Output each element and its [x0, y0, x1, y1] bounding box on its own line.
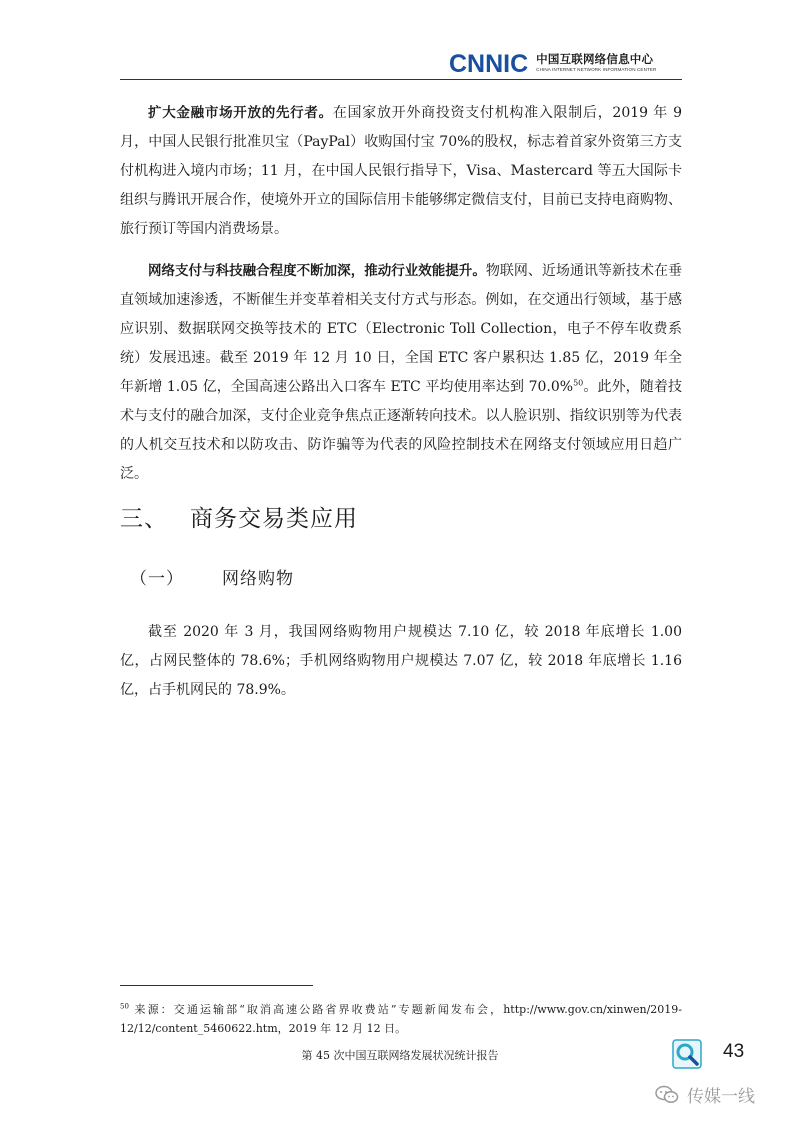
- section-heading: [120, 500, 358, 533]
- report-search-icon: [672, 1039, 702, 1069]
- page-number: 43: [723, 1041, 745, 1062]
- paragraph-online-shopping: [120, 618, 682, 705]
- footnote-ref: 50: [573, 378, 584, 388]
- logo-text: [536, 52, 656, 73]
- paragraph-lead: 扩大金融市场开放的先行者。: [148, 105, 333, 121]
- wechat-icon: [655, 1085, 679, 1105]
- logo-chinese-name: 中国互联网络信息中心: [536, 52, 654, 66]
- paragraph-body: 在国家放开外商投资支付机构准入限制后，2019 年 9 月，中国人民银行批准贝宝（PayPal）收购国付宝 70%的股权，标志着首家外资第三方支付机构进入境内市场；11 月，在中国人民银行指导下，Visa、Mastercard 等五大国际卡组织与腾讯开展合作，使境外开立的国际信用卡能够绑定微信支付，目前已支持电商购物、旅行预订等国内消费场景。: [120, 105, 683, 237]
- paragraph-body-cont: 。此外，随着技术与支付的融合加深，支付企业竞争焦点正逐渐转向技术。以人脸识别、指纹识别等为代表的人机交互技术和以防攻击、防诈骗等为代表的风险控制技术在网络支付领域应用日趋广泛。: [120, 379, 682, 482]
- paragraph-payment-tech: [120, 257, 682, 489]
- subsection-number: （一）: [130, 569, 184, 589]
- footer-report-title: 第 45 次中国互联网络发展状况统计报告: [301, 1049, 499, 1062]
- paragraph-body: 物联网、近场通讯等新技术在垂直领域加速渗透，不断催生并变革着相关支付方式与形态。例如，在交通出行领域，基于感应识别、数据联网交换等技术的 ETC（Electronic Toll Collection，电子不停车收费系统）发展迅速。截至 2019 年 12 月 10 日，全国 ETC 客户累积达 1.85 亿，2019 年全年新增 1.05 亿，全国高速公路出入口客车 ETC 平均使用率达到 70.0%: [120, 263, 682, 395]
- footnote-number: 50: [120, 1002, 129, 1011]
- paragraph-lead: 网络支付与科技融合程度不断加深，推动行业效能提升。: [148, 263, 486, 279]
- section-title: 商务交易类应用: [190, 506, 358, 532]
- logo-english-name: CHINA INTERNET NETWORK INFORMATION CENTER: [536, 67, 657, 72]
- footnote-divider: [120, 985, 313, 986]
- footnote-text: 来源：交通运输部“取消高速公路省界收费站”专题新闻发布会，http://www.gov.cn/xinwen/2019-12/12/content_5460622.htm，2019 年 12 月 12 日。: [120, 1003, 682, 1035]
- subsection-heading: [130, 564, 294, 589]
- logo-mark: CNNIC: [449, 50, 529, 78]
- header-divider: [120, 79, 682, 80]
- watermark: [655, 1082, 755, 1107]
- section-number: 三、: [120, 506, 168, 532]
- subsection-title: 网络购物: [222, 569, 294, 589]
- paragraph-finance-opening: [120, 99, 682, 244]
- watermark-text: 传媒一线: [687, 1087, 755, 1107]
- footnote: [120, 1000, 682, 1038]
- paragraph-body: 截至 2020 年 3 月，我国网络购物用户规模达 7.10 亿，较 2018 年底增长 1.00 亿，占网民整体的 78.6%；手机网络购物用户规模达 7.07 亿，较 2018 年底增长 1.16 亿，占手机网民的 78.9%。: [120, 624, 682, 698]
- cnnic-logo: [449, 52, 679, 78]
